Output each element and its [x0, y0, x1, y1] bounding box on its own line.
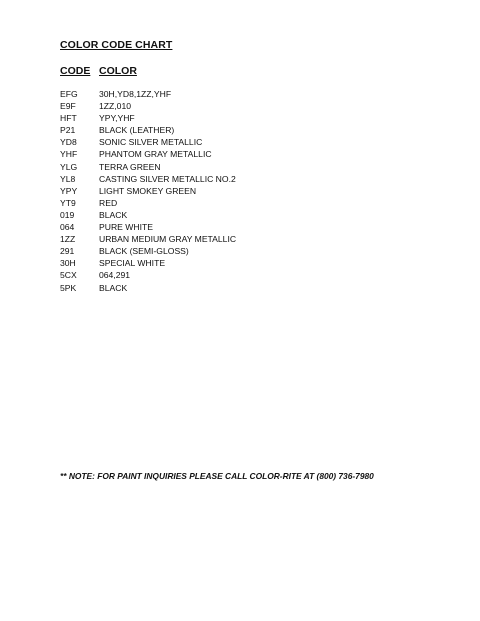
table-row — [60, 221, 440, 233]
row-code: YHF — [60, 149, 78, 160]
color-code-table — [60, 88, 440, 294]
row-color: SPECIAL WHITE — [99, 258, 166, 269]
row-code: E9F — [60, 101, 76, 112]
table-row — [60, 282, 440, 294]
row-color: PURE WHITE — [99, 222, 153, 233]
table-row — [60, 148, 440, 160]
row-code: YLG — [60, 161, 78, 172]
row-color: RED — [99, 197, 118, 208]
table-row — [60, 245, 440, 257]
row-color: YPY,YHF — [99, 113, 135, 124]
row-color: BLACK (LEATHER) — [99, 125, 175, 136]
table-row — [60, 257, 440, 269]
table-row — [60, 209, 440, 221]
row-code: P21 — [60, 125, 76, 136]
column-header-color: COLOR — [99, 65, 137, 77]
page-title: COLOR CODE CHART — [60, 39, 173, 51]
row-code: YT9 — [60, 197, 76, 208]
row-color: CASTING SILVER METALLIC NO.2 — [99, 173, 236, 184]
row-code: 291 — [60, 246, 75, 257]
row-code: 30H — [60, 258, 76, 269]
table-row — [60, 233, 440, 245]
table-row — [60, 88, 440, 100]
row-code: 5PK — [60, 282, 77, 293]
table-row — [60, 269, 440, 281]
row-color: 1ZZ,010 — [99, 101, 132, 112]
row-color: TERRA GREEN — [99, 161, 161, 172]
row-color: URBAN MEDIUM GRAY METALLIC — [99, 234, 237, 245]
row-code: YL8 — [60, 173, 76, 184]
row-color: SONIC SILVER METALLIC — [99, 137, 203, 148]
row-code: 5CX — [60, 270, 77, 281]
table-row — [60, 124, 440, 136]
row-color: BLACK — [99, 209, 128, 220]
row-color: BLACK (SEMI-GLOSS) — [99, 246, 189, 257]
row-color: LIGHT SMOKEY GREEN — [99, 185, 197, 196]
column-header-code: CODE — [60, 65, 91, 77]
table-row — [60, 197, 440, 209]
table-row — [60, 100, 440, 112]
row-code: EFG — [60, 89, 78, 99]
footer-note: ** NOTE: FOR PAINT INQUIRIES PLEASE CALL COLOR-RITE AT (800) 736-7980 — [60, 471, 374, 481]
table-row — [60, 161, 440, 173]
table-row — [60, 173, 440, 185]
table-row — [60, 112, 440, 124]
row-color: BLACK — [99, 282, 128, 293]
row-color: PHANTOM GRAY METALLIC — [99, 149, 212, 160]
row-code: YD8 — [60, 137, 77, 148]
row-code: 064 — [60, 222, 75, 233]
table-row — [60, 136, 440, 148]
row-code: HFT — [60, 113, 77, 124]
row-color: 064,291 — [99, 270, 131, 281]
row-color: 30H,YD8,1ZZ,YHF — [99, 89, 172, 99]
table-row — [60, 185, 440, 197]
row-code: 019 — [60, 209, 75, 220]
row-code: YPY — [60, 185, 78, 196]
row-code: 1ZZ — [60, 234, 76, 245]
